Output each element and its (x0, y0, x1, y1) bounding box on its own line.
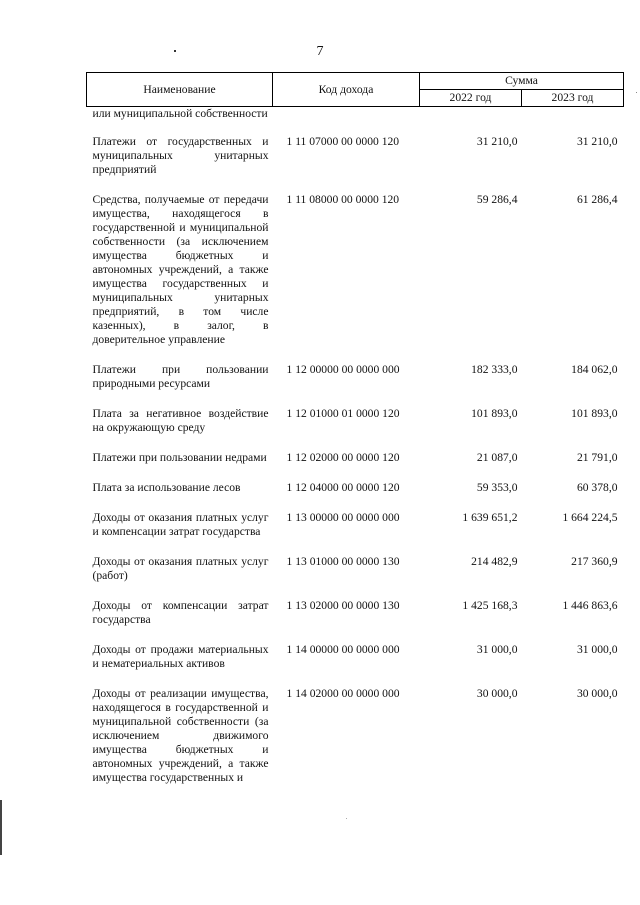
revenue-table-body (87, 107, 624, 802)
row-value-2022 (420, 107, 522, 136)
row-value-2023: 30 000,0 (576, 687, 618, 700)
row-name: Доходы от компенсации затрат государства (92, 599, 269, 626)
table-row (87, 193, 624, 363)
row-code: 1 12 00000 00 0000 000 (286, 363, 400, 376)
row-name: Доходы от оказания платных услуг (работ) (92, 555, 269, 582)
table-row (87, 643, 624, 687)
revenue-table (86, 72, 624, 801)
table-row (87, 135, 624, 193)
row-value-2022: 214 482,9 (471, 555, 518, 568)
row-code: 1 13 01000 00 0000 130 (286, 555, 400, 568)
table-row (87, 451, 624, 481)
row-name: Доходы от реализации имущества, находящегося в государственной и муниципальной собственности (за исключением движимого имущества бюджетных и автономных учреждений, а также имущества государственных и (92, 687, 269, 784)
row-value-2022: 31 210,0 (476, 135, 518, 148)
row-code: 1 14 00000 00 0000 000 (286, 643, 400, 656)
row-name: Доходы от оказания платных услуг и компенсации затрат государства (92, 511, 269, 538)
header-year-2022: 2022 год (420, 90, 522, 107)
row-value-2022: 1 425 168,3 (462, 599, 518, 612)
row-code (273, 107, 420, 136)
row-name: Платежи от государственных и муниципальных унитарных предприятий (92, 135, 269, 176)
row-value-2023: 217 360,9 (571, 555, 618, 568)
header-name: Наименование (87, 73, 273, 107)
row-name: Плата за использование лесов (92, 481, 241, 494)
table-row (87, 363, 624, 407)
row-code: 1 14 02000 00 0000 000 (286, 687, 400, 700)
revenue-table-header (87, 73, 624, 107)
row-value-2023: 184 062,0 (571, 363, 618, 376)
scan-speck (346, 818, 347, 819)
row-value-2022: 101 893,0 (471, 407, 518, 420)
row-name: Платежи при пользовании недрами (92, 451, 267, 464)
table-row (87, 107, 624, 136)
row-code: 1 12 01000 01 0000 120 (286, 407, 400, 420)
row-code: 1 11 08000 00 0000 120 (286, 193, 400, 206)
row-value-2022: 1 639 651,2 (462, 511, 518, 524)
scan-speck (636, 92, 637, 93)
row-value-2023: 61 286,4 (576, 193, 618, 206)
row-name: Платежи при пользовании природными ресурсами (92, 363, 269, 390)
row-code: 1 13 00000 00 0000 000 (286, 511, 400, 524)
table-row (87, 599, 624, 643)
row-value-2023: 31 210,0 (576, 135, 618, 148)
row-value-2022: 59 286,4 (476, 193, 518, 206)
header-year-2023: 2023 год (522, 90, 624, 107)
table-row (87, 687, 624, 801)
row-name: Доходы от продажи материальных и нематериальных активов (92, 643, 269, 670)
header-code: Код дохода (273, 73, 420, 107)
row-code: 1 13 02000 00 0000 130 (286, 599, 400, 612)
row-value-2023: 1 664 224,5 (562, 511, 618, 524)
row-code: 1 11 07000 00 0000 120 (286, 135, 400, 148)
row-name: Средства, получаемые от передачи имущества, находящегося в государственной и муниципальной собственности (за исключением имущества бюджетных и автономных учреждений, а также имущества государственных и муниципальных унитарных предприятий, в том числе казенных), в залог, в доверительное управление (92, 193, 269, 346)
row-value-2023: 21 791,0 (576, 451, 618, 464)
scan-edge-mark (0, 800, 2, 855)
row-value-2022: 59 353,0 (476, 481, 518, 494)
row-value-2022: 21 087,0 (476, 451, 518, 464)
row-name: Плата за негативное воздействие на окружающую среду (92, 407, 269, 434)
row-value-2023: 101 893,0 (571, 407, 618, 420)
row-value-2023: 1 446 863,6 (562, 599, 618, 612)
row-value-2023: 31 000,0 (576, 643, 618, 656)
header-sum: Сумма (420, 73, 624, 90)
row-value-2022: 30 000,0 (476, 687, 518, 700)
row-name: или муниципальной собственности (92, 107, 268, 120)
table-row (87, 511, 624, 555)
row-value-2022: 31 000,0 (476, 643, 518, 656)
page-number: 7 (316, 44, 324, 59)
table-row (87, 555, 624, 599)
table-row (87, 407, 624, 451)
row-code: 1 12 04000 00 0000 120 (286, 481, 400, 494)
row-value-2023: 60 378,0 (576, 481, 618, 494)
table-row (87, 481, 624, 511)
row-value-2022: 182 333,0 (471, 363, 518, 376)
row-value-2023 (522, 107, 624, 136)
row-code: 1 12 02000 00 0000 120 (286, 451, 400, 464)
